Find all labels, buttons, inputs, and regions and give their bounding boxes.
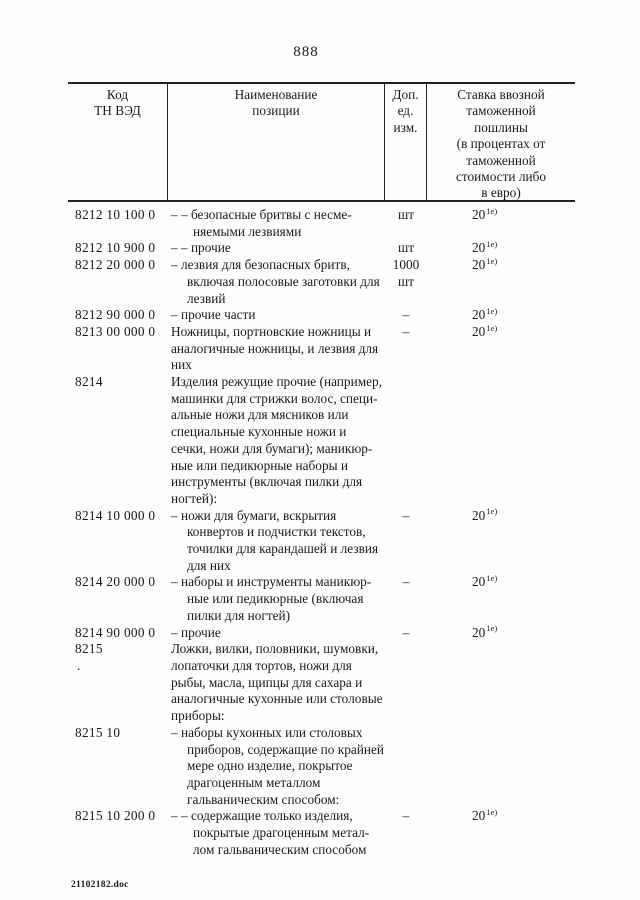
code-value: 8215 10 200 0 — [75, 808, 156, 824]
code-cell — [68, 508, 168, 575]
rate-footnote: 1е) — [486, 573, 498, 584]
name-line: специальные кухонные ножи и — [171, 424, 347, 440]
name-line: – наборы и инструменты маникюр- — [171, 574, 372, 590]
header-line: Доп. — [392, 87, 419, 102]
scan-artifact-dot: . — [77, 657, 81, 673]
header-cell-unit — [385, 84, 427, 200]
unit-line: шт — [397, 273, 415, 289]
rate-footnote: 1е) — [486, 623, 498, 634]
name-cell — [168, 324, 385, 374]
table-row — [68, 324, 575, 374]
name-line: точилки для карандашей и лезвия — [187, 541, 379, 557]
name-line: – – прочие — [171, 240, 231, 256]
header-line: таможенной — [466, 103, 536, 119]
header-line: Наименование — [234, 87, 318, 102]
name-cell — [168, 307, 385, 324]
name-line: – прочие — [171, 624, 221, 640]
rate-cell — [427, 508, 575, 575]
name-line: няемыми лезвиями — [193, 223, 302, 239]
table-row — [68, 625, 575, 642]
name-line: – лезвия для безопасных бритв, — [171, 257, 350, 273]
name-line: лом гальваническим способом — [193, 841, 367, 857]
name-cell — [168, 207, 385, 240]
table-row — [68, 207, 575, 240]
name-line: лопаточки для тортов, ножи для — [171, 657, 352, 673]
rate-cell — [427, 307, 575, 324]
rate-value: 20 — [472, 307, 486, 323]
header-line: таможенной — [466, 152, 536, 168]
rate-cell — [427, 240, 575, 257]
name-line: включая полосовые заготовки для — [187, 273, 380, 289]
name-line: гальваническим способом: — [187, 791, 340, 807]
unit-line: шт — [397, 240, 415, 256]
name-line: Ложки, вилки, половники, шумовки, — [171, 641, 379, 657]
rate-value: 20 — [472, 624, 486, 640]
code-value: 8212 10 100 0 — [75, 207, 156, 222]
name-line: ные или педикюрные наборы и — [171, 457, 348, 473]
unit-cell — [385, 240, 427, 257]
name-cell — [168, 508, 385, 575]
table-row — [68, 508, 575, 575]
rate-value: 20 — [472, 323, 486, 339]
name-line: ные или педикюрные (включая — [187, 591, 364, 607]
name-line: аналогичные ножницы, и лезвия для — [171, 340, 379, 356]
table-row — [68, 725, 575, 809]
header-line: Код — [106, 87, 129, 102]
name-line: Ножницы, портновские ножницы и — [171, 323, 372, 339]
rate-value: 20 — [472, 240, 486, 256]
code-cell — [68, 808, 168, 858]
unit-cell — [385, 324, 427, 374]
header-cell-code — [68, 84, 168, 200]
name-line: – наборы кухонных или столовых — [171, 724, 363, 740]
rate-value: 20 — [472, 207, 486, 222]
unit-cell — [385, 808, 427, 858]
name-line: машинки для стрижки волос, специ- — [171, 390, 378, 406]
header-cell-name — [168, 84, 385, 200]
code-cell — [68, 207, 168, 240]
code-value: 8214 20 000 0 — [75, 574, 156, 590]
rate-footnote: 1е) — [486, 506, 498, 517]
name-line: покрытые драгоценным метал- — [193, 825, 370, 841]
code-cell — [68, 374, 168, 508]
unit-cell — [385, 625, 427, 642]
name-line: них — [171, 357, 192, 373]
name-cell — [168, 725, 385, 809]
header-line: стоимости либо — [455, 169, 546, 185]
code-cell — [68, 625, 168, 642]
unit-cell — [385, 374, 427, 508]
header-line: ед. — [397, 103, 414, 119]
rate-cell — [427, 625, 575, 642]
rate-value: 20 — [472, 808, 486, 824]
name-cell — [168, 625, 385, 642]
table-row — [68, 374, 575, 508]
unit-line: – — [402, 307, 410, 323]
rate-cell — [427, 207, 575, 240]
unit-line: 1000 — [392, 257, 420, 273]
unit-cell — [385, 641, 427, 725]
table-row — [68, 641, 575, 725]
table-header — [68, 82, 575, 202]
name-cell — [168, 257, 385, 307]
unit-cell — [385, 207, 427, 240]
rate-cell — [427, 257, 575, 307]
rate-cell — [427, 641, 575, 725]
unit-cell — [385, 307, 427, 324]
rate-value: 20 — [472, 574, 486, 590]
code-value: 8215 — [75, 641, 103, 657]
name-line: альные ножи для мясников или — [171, 407, 349, 423]
header-line: Ставка ввозной — [457, 87, 545, 102]
name-cell — [168, 374, 385, 508]
rate-cell — [427, 808, 575, 858]
header-line: позиции — [252, 103, 300, 119]
unit-line: – — [402, 574, 410, 590]
rate-footnote: 1е) — [486, 205, 498, 216]
table-row — [68, 574, 575, 624]
name-line: приборов, содержащие по крайней — [187, 741, 385, 757]
table-row — [68, 240, 575, 257]
header-line: (в процентах от — [456, 136, 546, 152]
unit-line: – — [402, 507, 410, 523]
name-line: Изделия режущие прочие (например, — [171, 374, 382, 390]
name-line: – ножи для бумаги, вскрытия — [171, 507, 337, 523]
rate-footnote: 1е) — [486, 305, 498, 316]
code-cell — [68, 240, 168, 257]
unit-line: – — [402, 624, 410, 640]
rate-cell — [427, 324, 575, 374]
name-line: сечки, ножи для бумаги); маникюр- — [171, 440, 373, 456]
name-cell — [168, 240, 385, 257]
name-cell — [168, 641, 385, 725]
rate-footnote: 1е) — [486, 255, 498, 266]
unit-cell — [385, 508, 427, 575]
table-body — [68, 202, 575, 858]
name-line: конвертов и подчистки текстов, — [187, 524, 366, 540]
unit-line: – — [402, 323, 410, 339]
name-line: аналогичные кухонные или столовые — [171, 691, 383, 707]
code-cell — [68, 574, 168, 624]
name-line: мере одно изделие, покрытое — [187, 758, 353, 774]
unit-line: шт — [397, 207, 415, 222]
name-line: приборы: — [171, 708, 225, 724]
rate-cell — [427, 374, 575, 508]
name-line: ногтей): — [171, 490, 218, 506]
rate-footnote: 1е) — [486, 322, 498, 333]
tariff-table — [68, 82, 575, 858]
code-cell — [68, 725, 168, 809]
name-line: – – содержащие только изделия, — [171, 808, 353, 824]
table-row — [68, 307, 575, 324]
code-cell — [68, 641, 168, 725]
name-line: драгоценным металлом — [187, 774, 321, 790]
header-cell-rate — [427, 84, 575, 200]
code-value: 8212 90 000 0 — [75, 307, 156, 323]
code-value: 8215 10 — [75, 724, 121, 740]
unit-cell — [385, 257, 427, 307]
header-line: в евро) — [481, 185, 521, 201]
code-value: 8212 10 900 0 — [75, 240, 156, 256]
table-row — [68, 808, 575, 858]
header-line: изм. — [393, 119, 418, 135]
unit-line: – — [402, 808, 410, 824]
unit-cell — [385, 725, 427, 809]
name-line: пилки для ногтей) — [187, 607, 291, 623]
name-cell — [168, 808, 385, 858]
rate-footnote: 1е) — [486, 806, 498, 817]
code-value: 8214 10 000 0 — [75, 507, 156, 523]
rate-cell — [427, 574, 575, 624]
name-line: – – безопасные бритвы с несме- — [171, 207, 352, 222]
code-value: 8213 00 000 0 — [75, 323, 156, 339]
name-line: для них — [187, 557, 231, 573]
rate-value: 20 — [472, 257, 486, 273]
name-cell — [168, 574, 385, 624]
page-number: 888 — [293, 44, 319, 60]
code-value: 8212 20 000 0 — [75, 257, 156, 273]
name-line: – прочие части — [171, 307, 256, 323]
code-cell — [68, 257, 168, 307]
code-value: 8214 — [75, 374, 103, 390]
rate-value: 20 — [472, 507, 486, 523]
name-line: рыбы, масла, щипцы для сахара и — [171, 674, 363, 690]
header-line: ТН ВЭД — [94, 103, 141, 119]
header-line: пошлины — [474, 119, 528, 135]
rate-cell — [427, 725, 575, 809]
rate-footnote: 1е) — [486, 238, 498, 249]
footer-filename: 21102182.doc — [71, 880, 129, 890]
code-cell — [68, 307, 168, 324]
unit-cell — [385, 574, 427, 624]
table-row — [68, 257, 575, 307]
code-cell — [68, 324, 168, 374]
code-value: 8214 90 000 0 — [75, 624, 156, 640]
name-line: инструменты (включая пилки для — [171, 474, 363, 490]
name-line: лезвий — [187, 290, 226, 306]
